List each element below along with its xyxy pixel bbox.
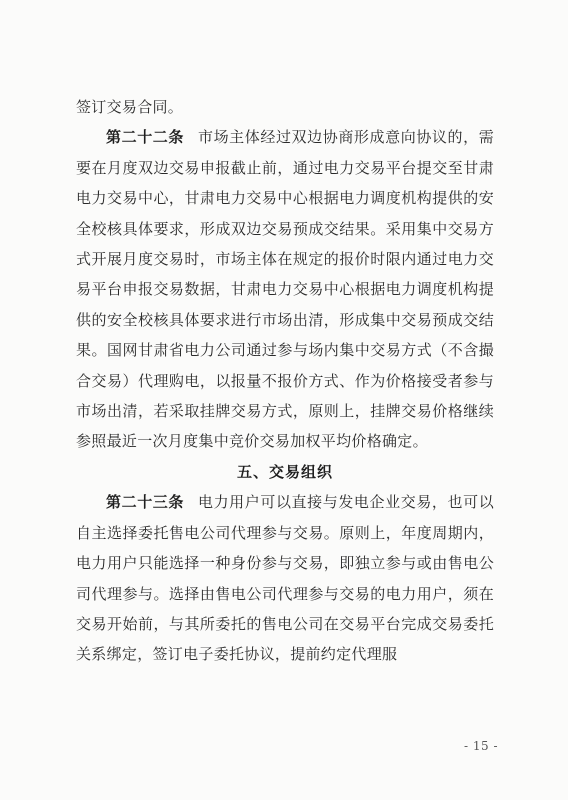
page-number: - 15 -: [463, 739, 498, 753]
article-23-text: 电力用户可以直接与发电企业交易，也可以自主选择委托售电公司代理参与交易。原则上，年度周期内，电力用户只能选择一种身份参与交易，即独立参与或由售电公司代理参与。选择由售电公司代理参与交易的电力用户，须在交易开始前，与其所委托的售电公司在交易平台完成交易委托关系绑定，签订电子委托协议，提前约定代理服: [76, 493, 494, 664]
article-22-number: 第二十二条: [106, 128, 184, 147]
continuation-paragraph: [76, 92, 494, 122]
article-22-text: 市场主体经过双边协商形成意向协议的，需要在月度双边交易申报截止前，通过电力交易平台提交至甘肃电力交易中心，甘肃电力交易中心根据电力调度机构提供的安全校核具体要求，形成双边交易预成交结果。采用集中交易方式开展月度交易时，市场主体在规定的报价时限内通过电力交易平台申报交易数据，甘肃电力交易中心根据电力调度机构提供的安全校核具体要求进行市场出清，形成集中交易预成交结果。国网甘肃省电力公司通过参与场内集中交易方式（不含撮合交易）代理购电，以报量不报价方式、作为价格接受者参与市场出清，若采取挂牌交易方式，原则上，挂牌交易价格继续参照最近一次月度集中竞价交易加权平均价格确定。: [76, 128, 494, 451]
page-body: [76, 92, 494, 670]
article-23-number: 第二十三条: [106, 493, 184, 512]
section-heading: 五、交易组织: [236, 462, 333, 481]
continuation-text: 签订交易合同。: [76, 98, 184, 116]
article-22-paragraph: [76, 122, 494, 456]
article-23-paragraph: [76, 487, 494, 669]
